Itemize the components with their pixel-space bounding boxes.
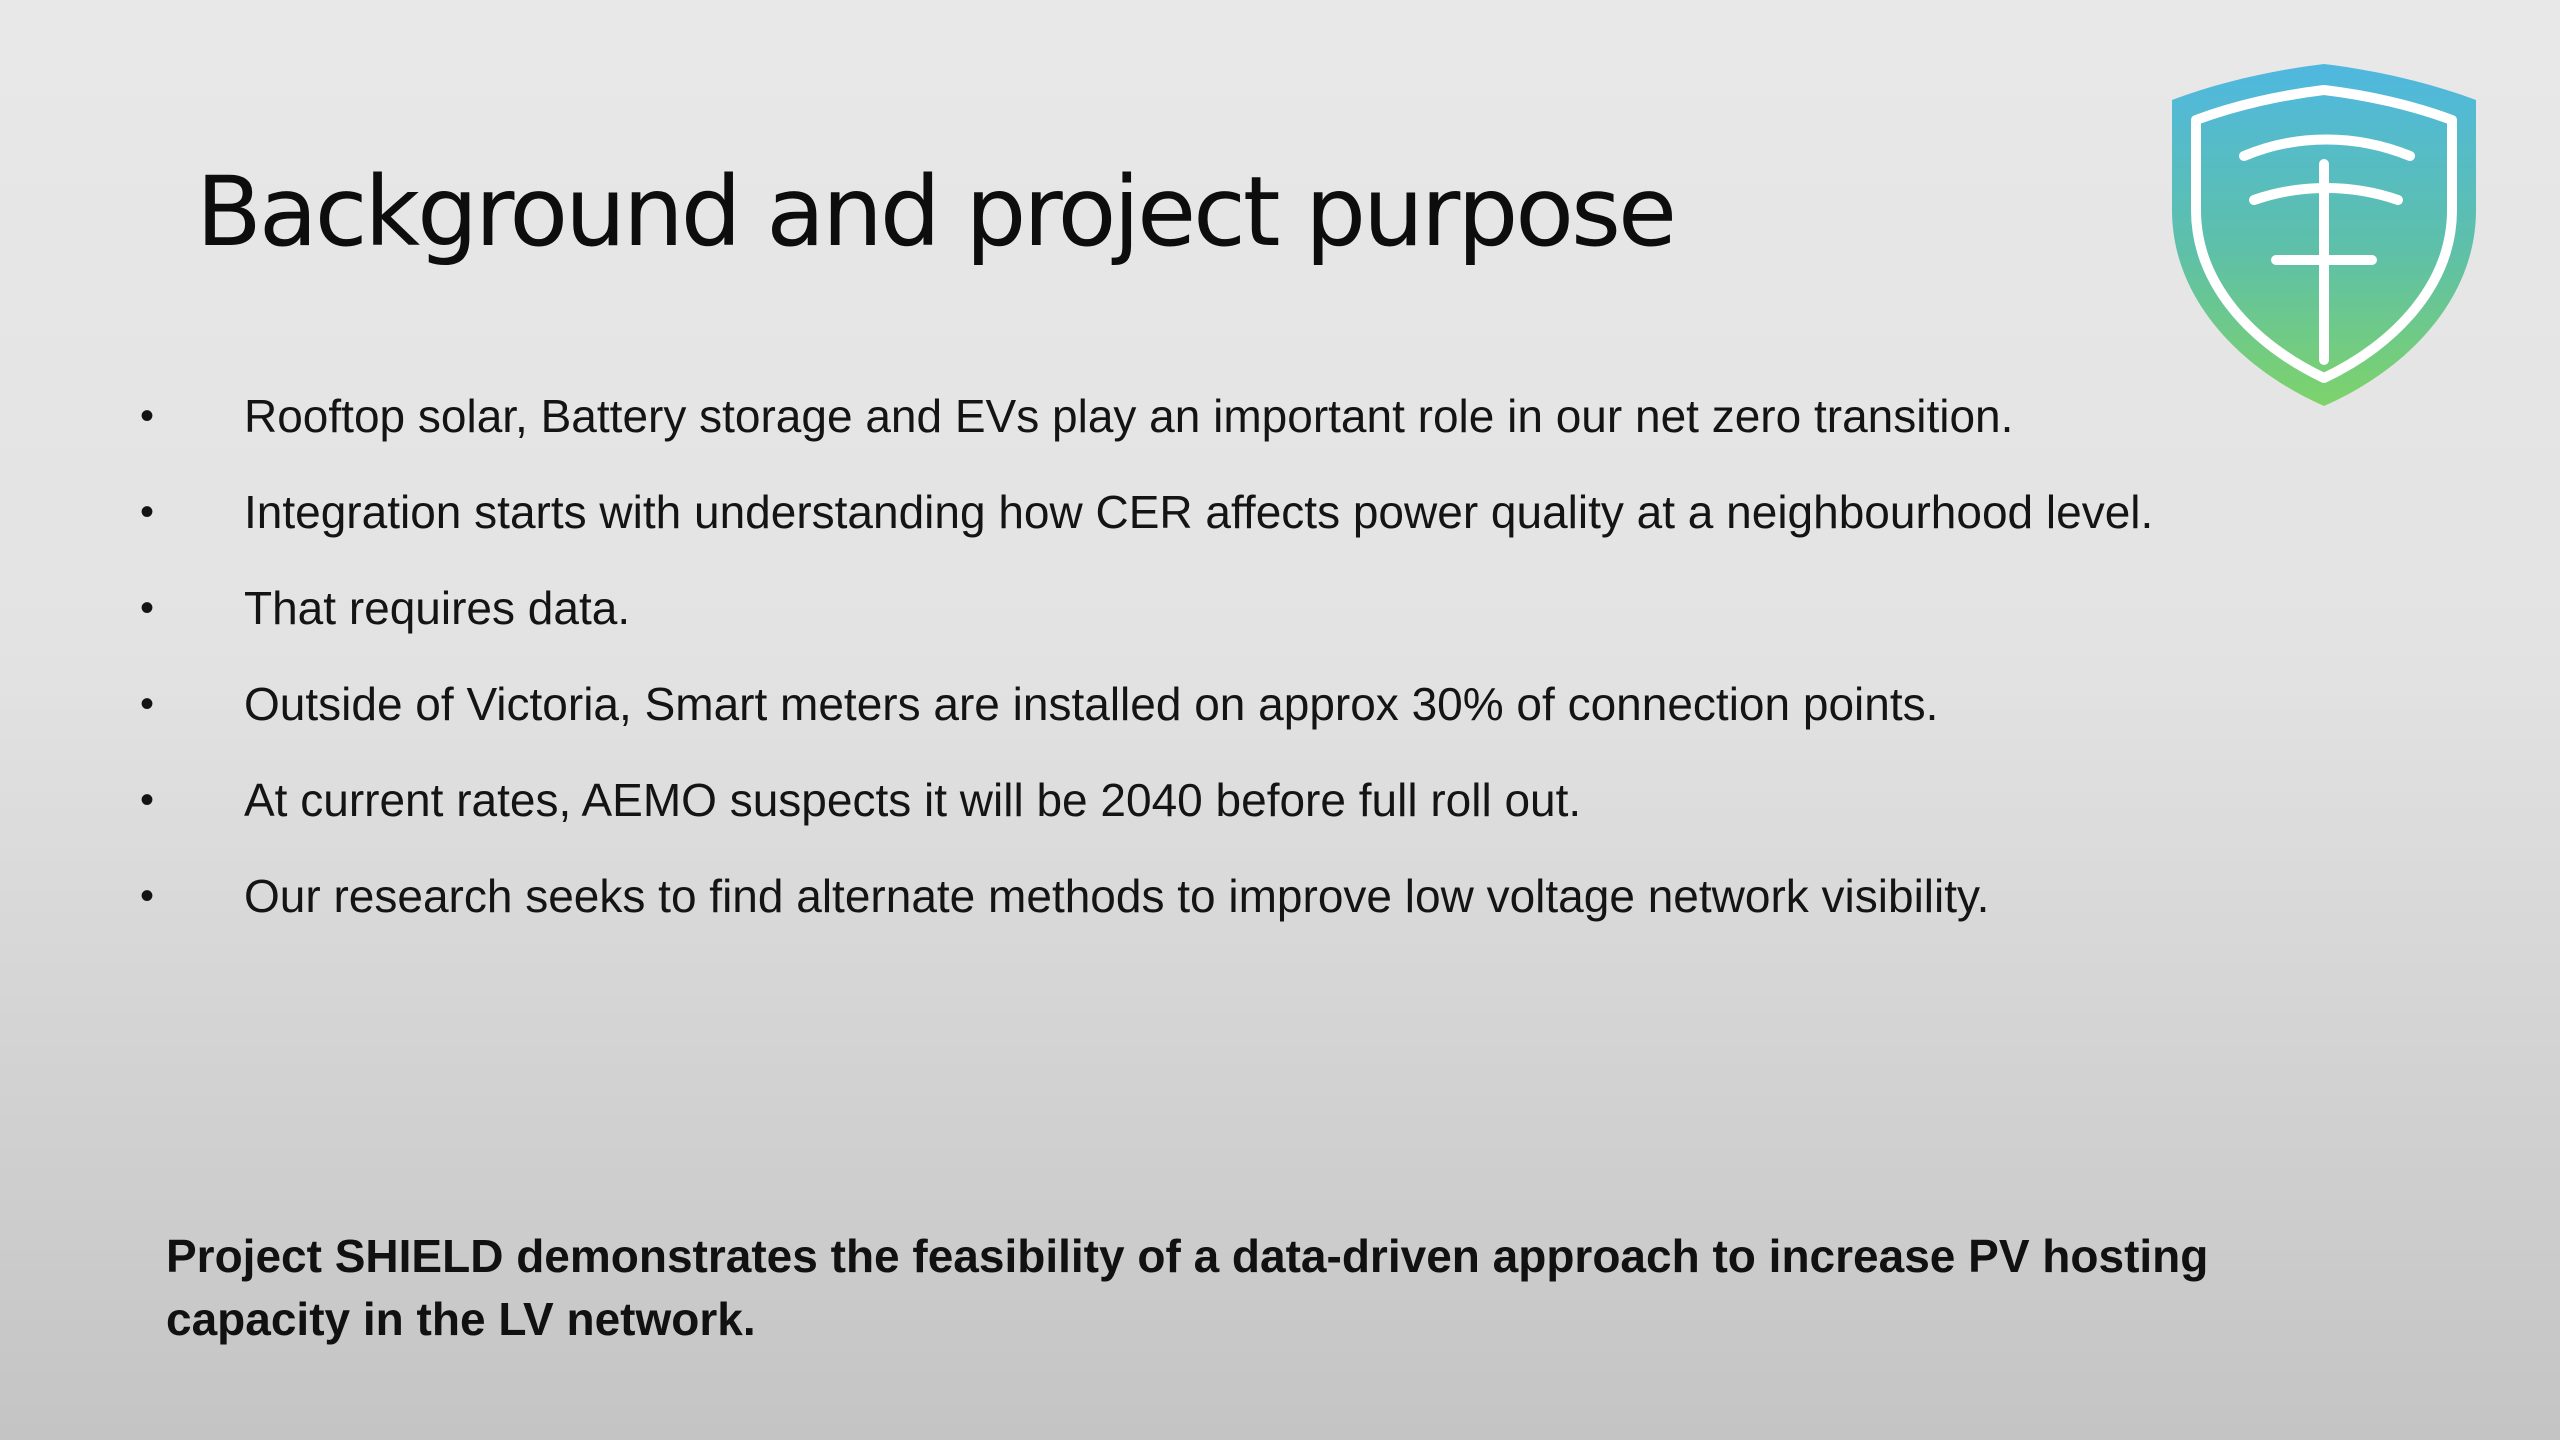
bullet-marker: • <box>140 586 155 630</box>
bullet-text: Integration starts with understanding how CER affects power quality at a neighbourhood level. <box>244 486 2154 538</box>
bullet-text: Outside of Victoria, Smart meters are installed on approx 30% of connection points. <box>244 678 1939 730</box>
bullet-item <box>140 865 2220 928</box>
bullet-text: At current rates, AEMO suspects it will be 2040 before full roll out. <box>244 774 1582 826</box>
bullet-text: Rooftop solar, Battery storage and EVs play an important role in our net zero transition. <box>244 390 2014 442</box>
bullet-text: Our research seeks to find alternate methods to improve low voltage network visibility. <box>244 870 1990 922</box>
conclusion-statement: Project SHIELD demonstrates the feasibility of a data-driven approach to increase PV hosting capacity in the LV network. <box>166 1230 2209 1345</box>
bullet-marker: • <box>140 394 155 438</box>
bullet-text: That requires data. <box>244 582 631 634</box>
bullet-marker: • <box>140 874 155 918</box>
bullet-item <box>140 481 2220 544</box>
bullet-item <box>140 385 2220 448</box>
bullet-item <box>140 577 2220 640</box>
bullet-item <box>140 769 2220 832</box>
slide-title: Background and project purpose <box>196 156 1675 268</box>
shield-logo-icon <box>2166 60 2482 410</box>
bullet-marker: • <box>140 778 155 822</box>
bullet-marker: • <box>140 490 155 534</box>
bullet-marker: • <box>140 682 155 726</box>
bullet-item <box>140 673 2220 736</box>
bullet-list <box>140 385 2220 961</box>
